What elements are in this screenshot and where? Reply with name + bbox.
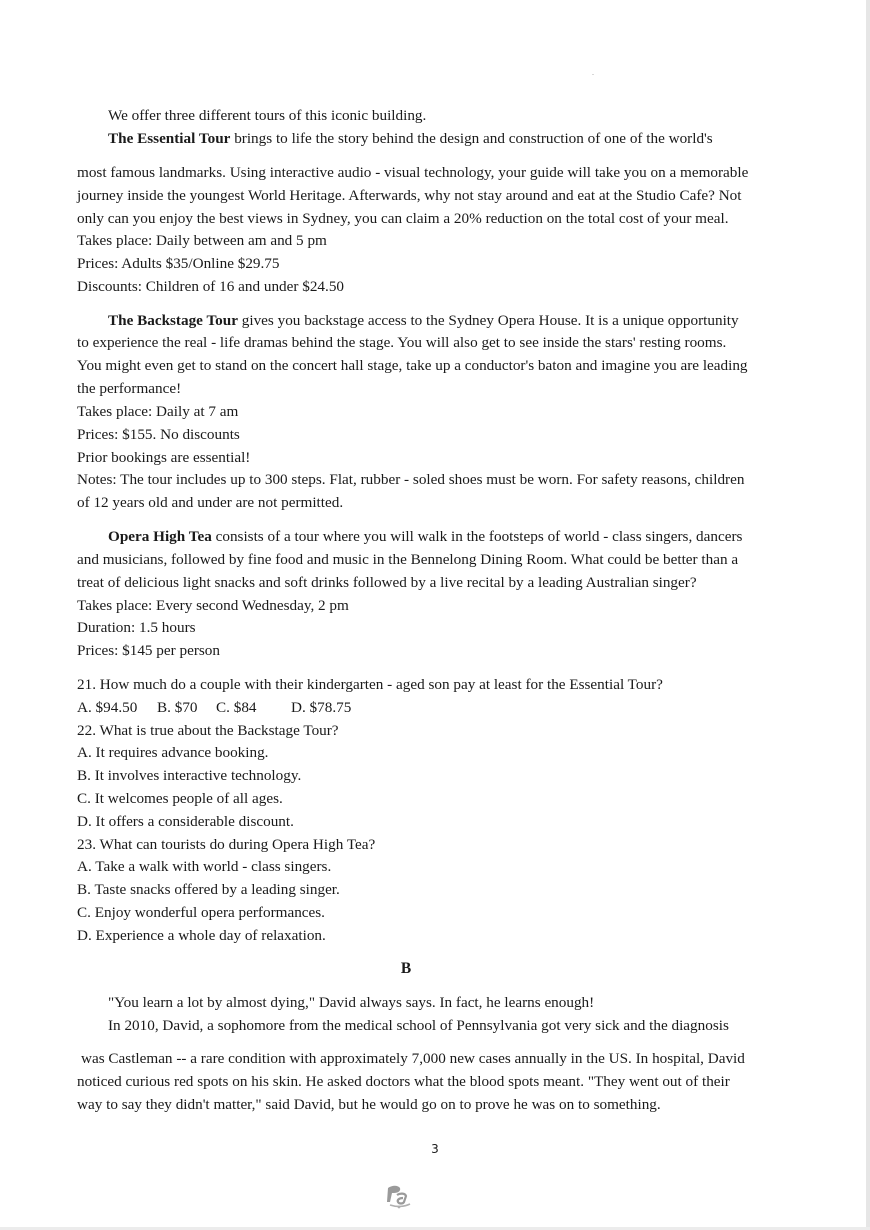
hightea-line-2: and musicians, followed by fine food and music in the Bennelong Dining Room. What could be better than a	[77, 551, 739, 568]
hightea-line-3: treat of delicious light snacks and soft drinks followed by a live recital by a leading Australian singer?	[77, 574, 697, 591]
passage-b-line-3: was Castleman -- a rare condition with approximately 7,000 new cases annually in the US. In hospital, David	[81, 1050, 745, 1067]
question-22-option-a: A. It requires advance booking.	[77, 744, 269, 761]
hightea-name: Opera High Tea	[108, 528, 212, 545]
backstage-line-3: You might even get to stand on the concert hall stage, take up a conductor's baton and imagine you are leading	[77, 357, 748, 374]
essential-tour-name: The Essential Tour	[108, 130, 231, 147]
question-21-option-c: C. $84	[216, 699, 257, 716]
question-22-option-d: D. It offers a considerable discount.	[77, 813, 294, 830]
section-b-heading: B	[400, 960, 412, 977]
essential-line-1: The Essential Tour brings to life the story behind the design and construction of one of the world's	[108, 130, 713, 147]
essential-discounts: Discounts: Children of 16 and under $24.50	[77, 278, 345, 295]
backstage-tour-name: The Backstage Tour	[108, 312, 238, 329]
hightea-prices: Prices: $145 per person	[77, 642, 220, 659]
backstage-line-1: The Backstage Tour gives you backstage access to the Sydney Opera House. It is a unique opportunity	[108, 312, 739, 329]
passage-b-line-5: way to say they didn't matter," said David, but he would go on to prove he was on to something.	[77, 1096, 661, 1113]
question-22-option-b: B. It involves interactive technology.	[77, 767, 302, 784]
page-number: 3	[431, 1142, 439, 1156]
scan-speck	[592, 74, 594, 75]
backstage-line-4: the performance!	[77, 380, 182, 397]
essential-line-4: only can you enjoy the best views in Sydney, you can claim a 20% reduction on the total cost of your meal.	[77, 210, 729, 227]
passage-b-line-4: noticed curious red spots on his skin. He asked doctors what the blood spots meant. "They went out of their	[77, 1073, 730, 1090]
essential-line-2: most famous landmarks. Using interactive audio - visual technology, your guide will take you on a memorable	[77, 164, 749, 181]
passage-b-line-1: "You learn a lot by almost dying," David always says. In fact, he learns enough!	[108, 994, 595, 1011]
question-22-stem: 22. What is true about the Backstage Tour?	[77, 722, 339, 739]
essential-line-3: journey inside the youngest World Heritage. Afterwards, why not stay around and eat at the Studio Cafe? Not	[77, 187, 742, 204]
backstage-prior: Prior bookings are essential!	[77, 449, 251, 466]
watermark-logo-icon	[384, 1182, 414, 1210]
intro-line: We offer three different tours of this iconic building.	[108, 107, 427, 124]
question-23-option-d: D. Experience a whole day of relaxation.	[77, 927, 326, 944]
question-23-option-a: A. Take a walk with world - class singers.	[77, 858, 332, 875]
backstage-prices: Prices: $155. No discounts	[77, 426, 240, 443]
hightea-line-1: Opera High Tea consists of a tour where you will walk in the footsteps of world - class singers, dancers	[108, 528, 743, 545]
essential-takes-place: Takes place: Daily between am and 5 pm	[77, 232, 327, 249]
backstage-notes-1: Notes: The tour includes up to 300 steps. Flat, rubber - soled shoes must be worn. For safety reasons, children	[77, 471, 745, 488]
hightea-takes-place: Takes place: Every second Wednesday, 2 pm	[77, 597, 349, 614]
question-21-stem: 21. How much do a couple with their kindergarten - aged son pay at least for the Essential Tour?	[77, 676, 663, 693]
passage-b-line-2: In 2010, David, a sophomore from the medical school of Pennsylvania got very sick and the diagnosis	[108, 1017, 729, 1034]
question-21-option-d: D. $78.75	[291, 699, 352, 716]
hightea-duration: Duration: 1.5 hours	[77, 619, 196, 636]
essential-prices: Prices: Adults $35/Online $29.75	[77, 255, 280, 272]
question-23-option-c: C. Enjoy wonderful opera performances.	[77, 904, 325, 921]
question-21-option-a: A. $94.50	[77, 699, 138, 716]
question-21-option-b: B. $70	[157, 699, 198, 716]
question-23-stem: 23. What can tourists do during Opera High Tea?	[77, 836, 376, 853]
backstage-notes-2: of 12 years old and under are not permitted.	[77, 494, 344, 511]
page-edge-right	[866, 0, 870, 1230]
backstage-line-2: to experience the real - life dramas behind the stage. You will also get to see inside the stars' resting rooms.	[77, 334, 727, 351]
backstage-takes-place: Takes place: Daily at 7 am	[77, 403, 239, 420]
question-22-option-c: C. It welcomes people of all ages.	[77, 790, 283, 807]
question-23-option-b: B. Taste snacks offered by a leading singer.	[77, 881, 340, 898]
